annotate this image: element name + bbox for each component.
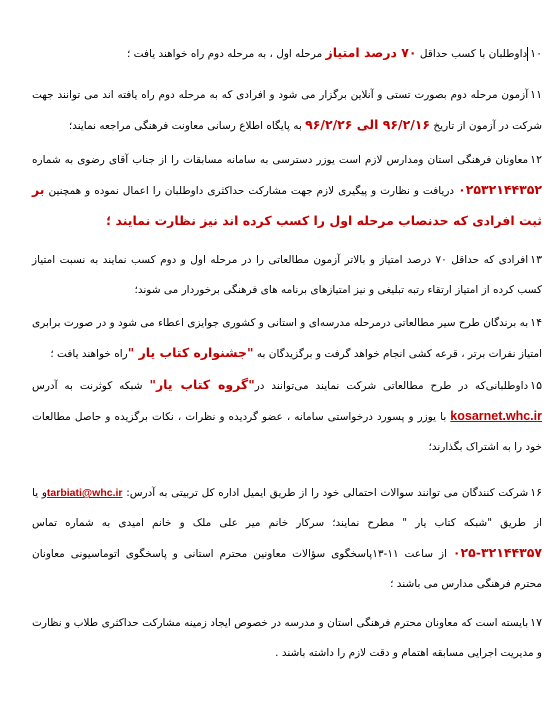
list-item-16 <box>32 478 542 599</box>
item-text: داوطلبان با کسب حداقل <box>416 48 528 60</box>
item-text: به پایگاه اطلاع رسانی معاونت فرهنگی مراجعه نمایند؛ <box>68 120 306 132</box>
phone-number: ۰۲۵-۳۲۱۴۴۳۵۷ <box>452 545 543 560</box>
item-text: داوطلبانی‌که در طرح مطالعاتی شرکت نمایند می‌توانند در <box>254 380 529 392</box>
item-text: از ساعت ۱۱-۱۳پاسخگوی سؤالات معاونین محترم استانی و پاسخگوی اتوماسیونی معاونان محترم فرهنگی مدارس می باشند ؛ <box>32 548 542 590</box>
list-item-13 <box>32 245 542 305</box>
item-text: آزمون مرحله دوم بصورت تستی و آنلاین برگزار می شود و افرادی که به مرحله دوم راه یافته اند می توانند جهت شرکت در آزمون از تاریخ <box>32 89 542 132</box>
list-item-10 <box>32 38 542 69</box>
phone-number: ۰۲۵۳۲۱۴۴۳۵۲ <box>458 182 542 197</box>
item-text: و یا از طریق "شبکه کتاب یار " مطرح نمایند؛ سرکار خانم میر علی ملک و خانم امیدی به شماره تماس <box>32 487 542 529</box>
list-item-12 <box>32 145 542 237</box>
highlight-date: ۹۶/۲/۱۶ الی ۹۶/۲/۲۶ <box>305 117 431 132</box>
highlight-text: بر ثبت افرادی که حدنصاب مرحله اول را کسب کرده اند نیز نظارت نمایند ؛ <box>32 182 542 228</box>
item-number: ۱۱ <box>530 88 542 101</box>
kosarnet-link[interactable]: kosarnet.whc.ir <box>450 409 542 423</box>
list-item-11 <box>32 80 542 141</box>
item-text: شرکت کنندگان می توانند سوالات احتمالی خود را از طریق ایمیل اداره کل تربیتی به آدرس: <box>122 487 529 499</box>
item-number: ۱۰ <box>530 47 542 60</box>
item-text: مرحله اول ، به مرحله دوم راه خواهند یافت ؛ <box>127 48 326 60</box>
item-number: ۱۴ <box>530 316 542 329</box>
item-text: شبکه کوثرنت به آدرس <box>32 380 150 392</box>
item-text: افرادی که حداقل ۷۰ درصد امتیاز و بالاتر آزمون مطالعاتی را در مرحله اول و دوم کسب نمایند به نسبت امتیاز کسب کرده از امتیاز ارتقاء رتبه تبلیغی و نیز امتیازهای برنامه های فرهنگی برخوردار می شوند؛ <box>32 254 542 296</box>
highlight-text: ۷۰ درصد امتیاز <box>325 45 417 60</box>
item-number: ۱۷ <box>530 616 542 629</box>
item-text: معاونان فرهنگی استان ومدارس لازم است یوزر دسترسی به سامانه مسابقات را از جناب آقای رضوی به شماره <box>32 154 529 166</box>
email-link[interactable]: tarbiati@whc.ir <box>46 487 123 499</box>
item-number: ۱۳ <box>530 253 542 266</box>
list-item-15 <box>32 370 542 462</box>
item-number: ۱۵ <box>530 379 542 392</box>
highlight-text: "گروه کتاب یار" <box>149 377 255 392</box>
list-item-17 <box>32 608 542 668</box>
item-text: به برندگان طرح سیر مطالعاتی درمرحله مدرسه‌ای و استانی و کشوری جوایزی اعطاء می شود و در صورت برابری امتیاز نفرات برتر ، قرعه کشی انجام خواهد گرفت و برگزیدگان به <box>32 317 542 360</box>
list-item-14 <box>32 308 542 369</box>
item-text: دریافت و نظارت و پیگیری لازم جهت مشارکت حداکثری داوطلبان را اعمال نموده و همچنین <box>44 185 459 197</box>
item-text: راه خواهند یافت ؛ <box>50 348 128 360</box>
item-text: با یوزر و پسورد درخواستی سامانه ، عضو گردیده و نظرات ، نکات برگزیده و حاصل مطالعات خود را به اشتراک بگذارند؛ <box>32 411 542 453</box>
highlight-text: "جشنواره کتاب یار " <box>127 345 254 360</box>
item-text: بایسته است که معاونان محترم فرهنگی استان و مدرسه در خصوص ایجاد زمینه مشارکت حداکثری طلاب و نظارت و مدیریت اجرایی مسابقه اهتمام و دقت لازم را داشته باشند . <box>32 617 542 659</box>
item-number: ۱۲ <box>530 153 542 166</box>
text-cursor <box>527 47 528 61</box>
item-number: ۱۶ <box>530 486 543 499</box>
